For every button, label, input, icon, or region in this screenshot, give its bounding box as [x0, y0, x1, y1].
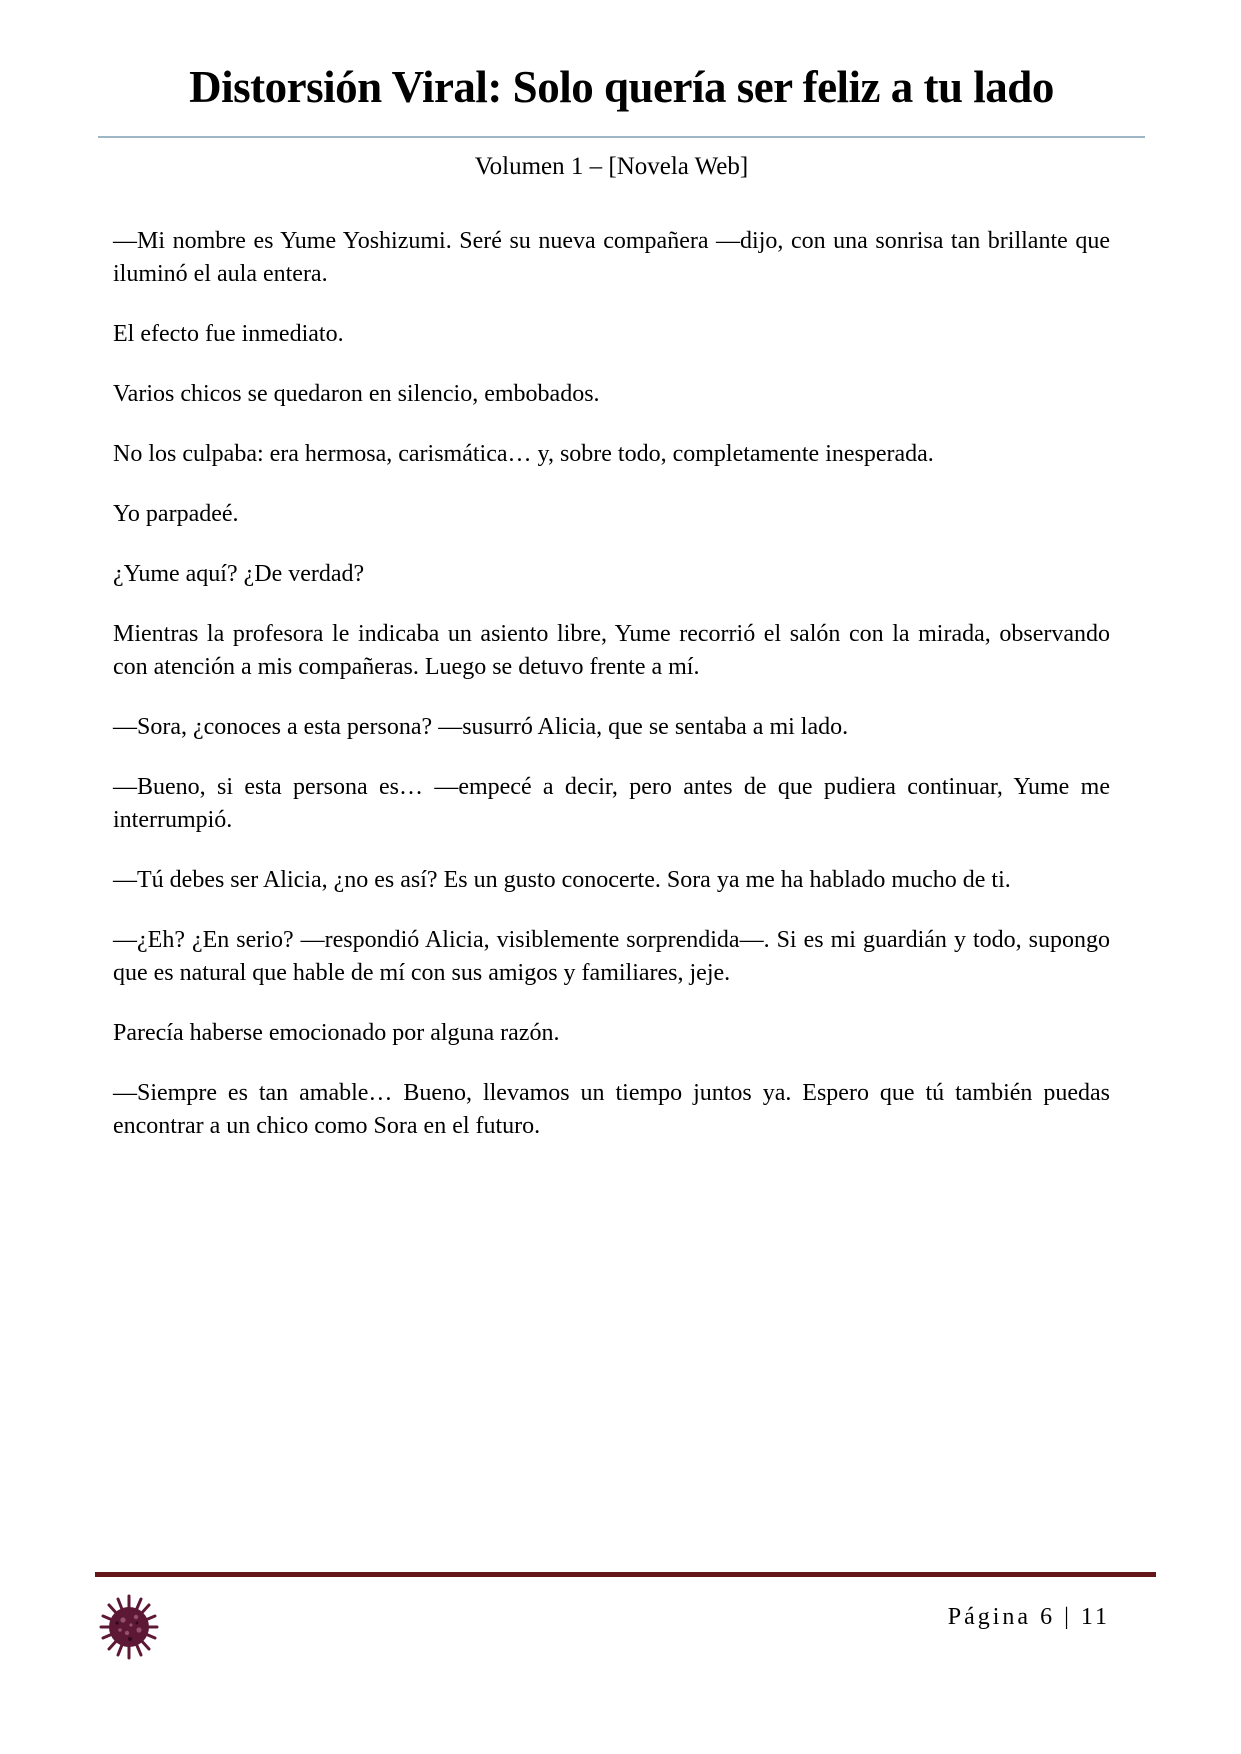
- paragraph: Mientras la profesora le indicaba un asiento libre, Yume recorrió el salón con la mirada, observando con atención a mis compañeras. Luego se detuvo frente a mí.: [113, 621, 1110, 680]
- paragraph: Parecía haberse emocionado por alguna razón.: [113, 1020, 560, 1046]
- paragraph: —Sora, ¿conoces a esta persona? —susurró Alicia, que se sentaba a mi lado.: [113, 714, 849, 740]
- paragraph: —Mi nombre es Yume Yoshizumi. Seré su nueva compañera —dijo, con una sonrisa tan brillante que iluminó el aula entera.: [113, 228, 1110, 287]
- paragraph: —Bueno, si esta persona es… —empecé a decir, pero antes de que pudiera continuar, Yume me interrumpió.: [113, 774, 1110, 833]
- page-number-label: Página 6 | 11: [947, 1604, 1110, 1630]
- paragraph: No los culpaba: era hermosa, carismática… y, sobre todo, completamente inesperada.: [113, 441, 934, 467]
- paragraph: Yo parpadeé.: [113, 501, 239, 527]
- paragraph: —¿Eh? ¿En serio? —respondió Alicia, visiblemente sorprendida—. Si es mi guardián y todo, supongo que es natural que hable de mí con sus amigos y familiares, jeje.: [113, 927, 1110, 986]
- paragraph: Varios chicos se quedaron en silencio, embobados.: [113, 381, 600, 407]
- paragraph: —Tú debes ser Alicia, ¿no es así? Es un gusto conocerte. Sora ya me ha hablado mucho de ti.: [113, 867, 1011, 893]
- paragraph: ¿Yume aquí? ¿De verdad?: [113, 561, 365, 587]
- paragraph: El efecto fue inmediato.: [113, 321, 344, 347]
- title-underline-rule: [98, 136, 1145, 138]
- page-title: Distorsión Viral: Solo quería ser feliz a tu lado: [189, 62, 1054, 112]
- paragraph: —Siempre es tan amable… Bueno, llevamos un tiempo juntos ya. Espero que tú también puedas encontrar a un chico como Sora en el futuro.: [113, 1080, 1110, 1139]
- footer-rule: [95, 1572, 1156, 1577]
- novel-body-text: [113, 225, 1110, 1170]
- volume-subtitle: Volumen 1 – [Novela Web]: [474, 153, 749, 180]
